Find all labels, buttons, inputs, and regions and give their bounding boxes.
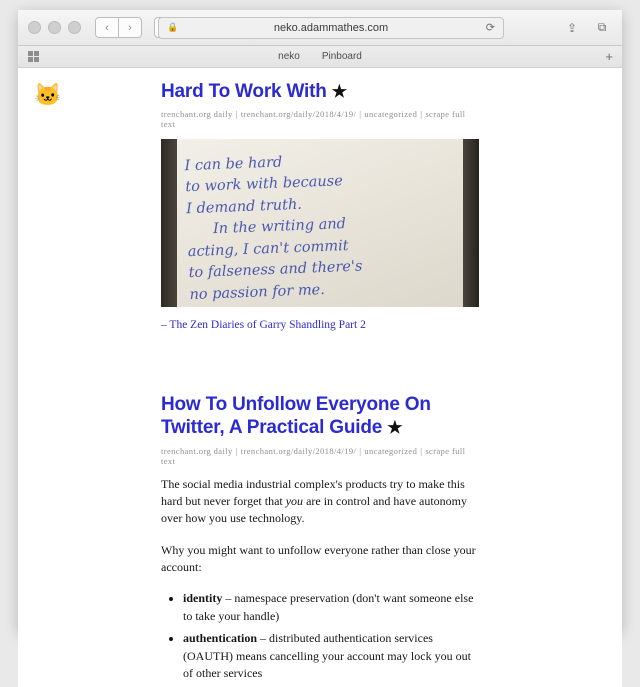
post-image[interactable] bbox=[161, 139, 479, 307]
handwriting-line-2: to work with because bbox=[185, 173, 344, 196]
image-caption-link[interactable]: – The Zen Diaries of Garry Shandling Part 2 bbox=[161, 319, 366, 332]
meta-category[interactable]: uncategorized bbox=[364, 109, 418, 120]
star-icon[interactable]: ★ bbox=[387, 418, 403, 438]
post-paragraph bbox=[161, 476, 479, 528]
notebook-right-edge bbox=[463, 139, 479, 307]
page-viewport bbox=[18, 68, 622, 687]
toolbar-right-tools bbox=[562, 18, 612, 37]
new-tab-button[interactable]: + bbox=[605, 49, 613, 64]
meta-source[interactable]: trenchant.org daily bbox=[161, 109, 233, 120]
meta-category[interactable]: uncategorized bbox=[364, 445, 418, 456]
back-button[interactable]: ‹ bbox=[96, 18, 119, 37]
post-title-unfollow[interactable] bbox=[161, 393, 479, 439]
star-icon[interactable]: ★ bbox=[331, 82, 347, 101]
list-item-term: identity bbox=[183, 591, 223, 606]
tab-pinboard[interactable]: Pinboard bbox=[321, 51, 362, 62]
post-paragraph-why: Why you might want to unfollow everyone rather than close your account: bbox=[161, 542, 476, 575]
paragraph-part-a: The social media industrial complex's products try to make this hard but never forget that bbox=[161, 476, 465, 508]
site-logo-icon[interactable]: 🐱 bbox=[34, 82, 62, 107]
window-controls bbox=[28, 21, 81, 34]
address-bar-url: neko.adammathes.com bbox=[273, 21, 389, 34]
list-item bbox=[183, 630, 479, 682]
post-spacer bbox=[161, 331, 479, 393]
meta-scrape-full-text[interactable]: scrape full text bbox=[161, 109, 466, 130]
paragraph-emphasis: you bbox=[285, 493, 304, 508]
browser-window bbox=[18, 10, 622, 681]
tab-neko[interactable]: neko bbox=[278, 51, 300, 62]
paragraph-part-b: are in control and have autonomy over how you use technology. bbox=[161, 493, 468, 526]
post-meta: trenchant.org daily | trenchant.org/daily/2018/4/19/ | uncategorized | scrape full text bbox=[161, 109, 466, 130]
handwriting-line-4: In the writing and bbox=[212, 216, 347, 238]
list-item-term: authentication bbox=[183, 631, 258, 646]
post-title-text: Hard To Work With bbox=[161, 81, 327, 102]
list-item-text: – distributed authentication services (OAUTH) means cancelling your account may lock you out of other services bbox=[183, 631, 471, 681]
handwriting-line-5: acting, I can't commit bbox=[187, 237, 349, 261]
close-window-button[interactable] bbox=[28, 21, 41, 34]
post-meta: trenchant.org daily | trenchant.org/daily/2018/4/19/ | uncategorized | scrape full text bbox=[161, 445, 466, 466]
meta-permalink[interactable]: trenchant.org/daily/2018/4/19/ bbox=[240, 445, 357, 456]
meta-scrape-full-text[interactable]: scrape full text bbox=[161, 445, 466, 466]
browser-toolbar bbox=[18, 10, 622, 46]
handwriting-line-1: I can be hard bbox=[184, 154, 283, 175]
tab-list bbox=[18, 51, 622, 62]
list-item-text: – namespace preservation (don't want someone else to take your handle) bbox=[183, 591, 474, 623]
handwriting-line-7: no passion for me. bbox=[189, 281, 326, 304]
address-bar[interactable] bbox=[158, 17, 504, 39]
meta-source[interactable]: trenchant.org daily bbox=[161, 445, 233, 456]
page-title[interactable] bbox=[161, 80, 479, 103]
post-title-text: How To Unfollow Everyone On Twitter, A Practical Guide bbox=[161, 394, 431, 439]
minimize-window-button[interactable] bbox=[48, 21, 61, 34]
new-tab-overview-icon[interactable]: ⧉ bbox=[597, 20, 607, 34]
article-column bbox=[161, 68, 479, 682]
handwriting-line-6: to falseness and there's bbox=[188, 258, 363, 282]
meta-permalink[interactable]: trenchant.org/daily/2018/4/19/ bbox=[240, 109, 357, 120]
forward-button[interactable]: › bbox=[128, 21, 132, 34]
navigation-buttons bbox=[95, 17, 142, 38]
handwritten-text bbox=[184, 146, 460, 306]
reload-icon[interactable]: ⟳ bbox=[485, 22, 495, 34]
handwriting-line-3: I demand truth. bbox=[185, 196, 303, 218]
share-icon[interactable]: ⇪ bbox=[566, 20, 578, 35]
reasons-list bbox=[161, 590, 479, 682]
lock-icon: 🔒 bbox=[167, 22, 179, 32]
list-item bbox=[183, 590, 479, 625]
maximize-window-button[interactable] bbox=[68, 21, 81, 34]
tab-strip bbox=[18, 46, 622, 68]
notebook-left-edge bbox=[161, 139, 177, 307]
